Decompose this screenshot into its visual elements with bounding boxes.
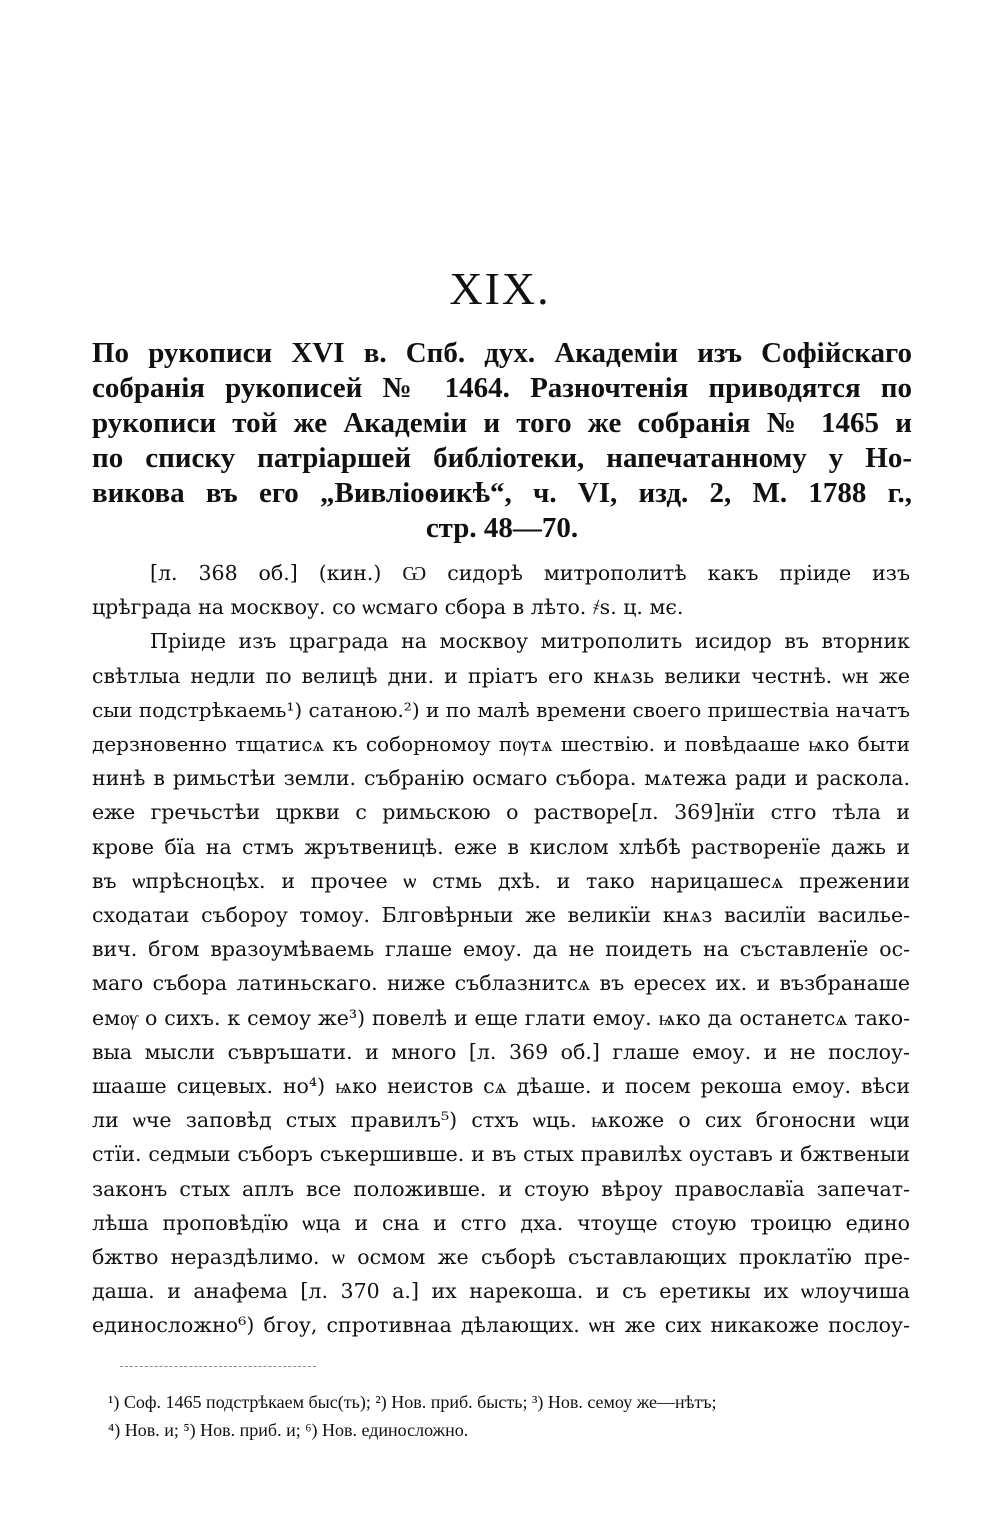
text-line: ли ѡче заповѣд стых правилъ⁵) стхъ ѡць. ѩкоже о сих бгоносни ѡци <box>92 1108 910 1133</box>
text-line: свѣтлыа недли по велицѣ дни. и пріатъ его кнѧзь велики честнѣ. ѡн же <box>92 663 910 688</box>
text-line: маго събора латиньскаго. ниже съблазнитсѧ въ ересех их. и възбранаше <box>92 971 910 996</box>
text-line: [л. 368 об.] (кин.) Ѡ сидорѣ митрополитѣ какъ пріиде изъ <box>150 561 910 585</box>
source-note-line: стр. 48—70. <box>425 512 579 544</box>
text-line: сходатаи събороу томоу. Блговѣрныи же великїи кнѧз василїи василье- <box>92 903 910 928</box>
text-line: лѣша проповѣдїю ѡца и сна и стго дха. чтоуще стоую троицю едино <box>92 1210 910 1235</box>
chapter-number: XIX. <box>449 263 551 314</box>
text-line: емѹ о сихъ. к семоу же³) повелѣ и еще глати емоу. ѩко да останетсѧ тако- <box>92 1005 910 1030</box>
footnote-line: ⁴) Нов. и; ⁵) Нов. приб. и; ⁶) Нов. единосложно. <box>108 1420 469 1440</box>
footnote-divider <box>120 1366 316 1367</box>
church-slavonic-text <box>92 556 910 1343</box>
source-note <box>92 336 912 546</box>
text-line: даша. и анафема [л. 370 а.] их нарекоша. и съ еретикы их ѡлоучиша <box>92 1279 910 1304</box>
source-note-line: по списку патріаршей библіотеки, напечатанному у Но- <box>92 442 912 474</box>
text-line: дерзновенно тщатисѧ къ соборномоу пѹтѧ шествію. и повѣдааше ѩко быти <box>92 732 910 757</box>
text-line: выа мысли съвръшати. и много [л. 369 об.] глаше емоу. и не послоу- <box>92 1039 910 1064</box>
source-note-line: По рукописи XVI в. Спб. дух. Академіи изъ Софійскаго <box>92 337 912 369</box>
text-line: крове бїа на стмъ жрътвеницѣ. еже в кислом хлѣбѣ растворенїе дажь и <box>92 834 910 859</box>
text-line: црѣграда на москвоу. со ѡсмаго сбора в лѣто. ҂ѕ. ц. мє. <box>92 595 684 620</box>
source-note-line: собранія рукописей № 1464. Разночтенія приводятся по <box>92 372 912 404</box>
source-note-line: рукописи той же Академіи и того же собранія № 1465 и <box>92 407 912 439</box>
text-line: сыи подстрѣкаемь¹) сатаною.²) и по малѣ времени своего пришествіа начатъ <box>92 697 910 722</box>
text-line: стїи. седмыи съборъ съкершивше. и въ стых правилѣх оуставъ и бжтвеныи <box>92 1142 910 1167</box>
text-line: шааше сицевых. но⁴) ѩко неистов сѧ дѣаше. и посем рекоша емоу. вѣси <box>92 1074 910 1099</box>
text-line: нинѣ в римьстѣи земли. събранію осмаго събора. мѧтежа ради и раскола. <box>92 766 910 791</box>
text-line: еже гречьстѣи цркви с римьскою о растворе[л. 369]нїи стго тѣла и <box>92 800 910 825</box>
text-line: законъ стых аплъ все положивше. и стоую вѣроу православїа запечат- <box>92 1176 910 1201</box>
text-line: вич. бгом вразоумѣваемь глаше емоу. да не поидеть на съставленїе ос- <box>92 937 910 962</box>
source-note-line: викова въ его „Вивліоѳикѣ“, ч. VI, изд. 2, М. 1788 г., <box>92 477 912 509</box>
text-line: бжтво нераздѣлимо. ѡ осмом же съборѣ съставлающих проклатїю пре- <box>92 1245 910 1270</box>
text-line: Пріиде изъ цраграда на москвоу митрополить исидор въ вторник <box>150 629 910 654</box>
text-line: единосложно⁶) бгоу, спротивнаа дѣлающих. ѡн же сих никакоже послоу- <box>92 1313 910 1338</box>
footnote-line: ¹) Соф. 1465 подстрѣкаем быс(ть); ²) Нов. приб. бысть; ³) Нов. семоу же—нѣтъ; <box>108 1392 717 1412</box>
footnotes <box>108 1388 908 1444</box>
text-line: въ ѡпрѣсноцѣх. и прочее ѡ стмь дхѣ. и тако нарицашесѧ прежении <box>92 868 910 893</box>
